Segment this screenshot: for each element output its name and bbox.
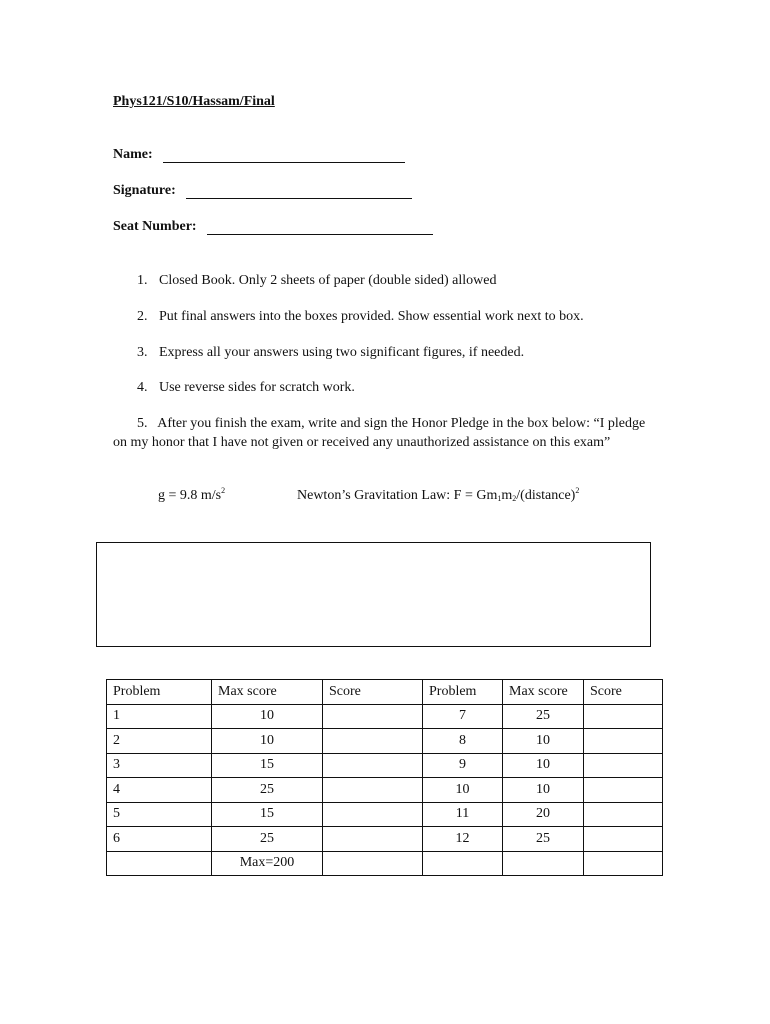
max-score-cell: 25	[212, 827, 323, 852]
problem-cell: 5	[107, 802, 212, 827]
seat-number-label: Seat Number:	[113, 219, 197, 234]
table-row	[107, 753, 663, 778]
max-score-cell: 25	[503, 704, 584, 729]
problem-cell: 4	[107, 778, 212, 803]
score-cell[interactable]	[323, 802, 423, 827]
problem-cell: 10	[423, 778, 503, 803]
score-cell[interactable]	[584, 802, 663, 827]
problem-cell: 7	[423, 704, 503, 729]
signature-field	[113, 183, 412, 199]
honor-pledge-instruction: 5. After you finish the exam, write and sign the Honor Pledge in the box below: “I pledge on my honor that I have not given or received any unauthorized assistance on this exam”	[113, 416, 646, 450]
name-label: Name:	[113, 147, 153, 162]
gravity-formula: g = 9.8 $m/s^2$	[158, 486, 226, 503]
instruction-item: 2. Put final answers into the boxes provided. Show essential work next to box.	[137, 309, 584, 324]
score-cell[interactable]	[323, 827, 423, 852]
instruction-item: 3. Express all your answers using two significant figures, if needed.	[137, 345, 525, 360]
max-score-cell: 10	[503, 753, 584, 778]
max-score-cell: 25	[212, 778, 323, 803]
instruction-item: 1. Closed Book. Only 2 sheets of paper (double sided) allowed	[137, 273, 497, 288]
table-total-row	[107, 851, 663, 876]
problem-cell: 11	[423, 802, 503, 827]
header-max-score: Max score	[212, 680, 323, 705]
problem-cell: 3	[107, 753, 212, 778]
score-cell[interactable]	[323, 753, 423, 778]
header-score: Score	[584, 680, 663, 705]
max-score-cell: 10	[212, 729, 323, 754]
problem-cell: 2	[107, 729, 212, 754]
problem-cell: 12	[423, 827, 503, 852]
header-max-score: Max score	[503, 680, 584, 705]
seat-number-field	[113, 219, 433, 235]
header-problem: Problem	[107, 680, 212, 705]
instruction-item: 4. Use reverse sides for scratch work.	[137, 380, 355, 395]
problem-cell	[107, 851, 212, 876]
signature-line[interactable]	[186, 184, 412, 199]
max-score-cell: 20	[503, 802, 584, 827]
problem-cell	[423, 851, 503, 876]
score-cell[interactable]	[323, 704, 423, 729]
table-row	[107, 802, 663, 827]
signature-label: Signature:	[113, 183, 176, 198]
problem-cell: 9	[423, 753, 503, 778]
name-field	[113, 147, 405, 163]
max-total-cell: Max=200	[212, 851, 323, 876]
max-score-cell: 15	[212, 802, 323, 827]
score-cell[interactable]	[584, 704, 663, 729]
table-row	[107, 827, 663, 852]
problem-cell: 6	[107, 827, 212, 852]
max-score-cell: 25	[503, 827, 584, 852]
score-table	[106, 679, 663, 876]
score-cell[interactable]	[584, 729, 663, 754]
max-score-cell: 10	[503, 729, 584, 754]
table-header-row	[107, 680, 663, 705]
max-score-cell: 15	[212, 753, 323, 778]
score-cell[interactable]	[323, 851, 423, 876]
page-title: Phys121/S10/Hassam/Final	[113, 94, 275, 109]
score-cell[interactable]	[323, 729, 423, 754]
problem-cell: 1	[107, 704, 212, 729]
header-score: Score	[323, 680, 423, 705]
max-score-cell: 10	[503, 778, 584, 803]
score-cell[interactable]	[584, 827, 663, 852]
name-line[interactable]	[163, 148, 405, 163]
honor-pledge-box[interactable]	[96, 542, 651, 647]
table-row	[107, 729, 663, 754]
table-row	[107, 704, 663, 729]
score-cell[interactable]	[584, 753, 663, 778]
seat-number-line[interactable]	[207, 220, 433, 235]
score-cell[interactable]	[584, 778, 663, 803]
score-cell[interactable]	[584, 851, 663, 876]
problem-cell: 8	[423, 729, 503, 754]
header-problem: Problem	[423, 680, 503, 705]
score-cell[interactable]	[323, 778, 423, 803]
max-score-cell: 10	[212, 704, 323, 729]
max-score-cell	[503, 851, 584, 876]
table-row	[107, 778, 663, 803]
newton-law-formula: Newton’s Gravitation Law: $F = Gm_1m_2/(distance)^2$	[297, 486, 580, 503]
